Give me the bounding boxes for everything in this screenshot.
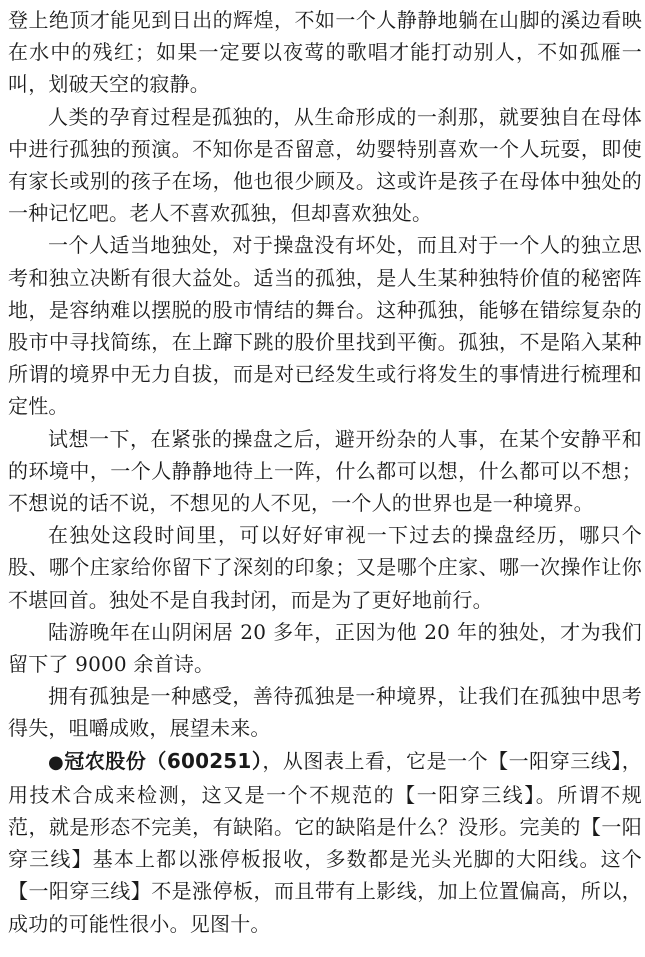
paragraph-embrace-solitude: 拥有孤独是一种感受，善待孤独是一种境界，让我们在孤独中思考得失，咀嚼成败，展望未来。 (8, 684, 642, 741)
stock-label: 冠农股份（600251） (64, 748, 263, 773)
paragraph-sunrise: 登上绝顶才能见到日出的辉煌，不如一个人静静地躺在山脚的溪边看映在水中的残红；如果一定要以夜莺的歌唱才能打动别人，不如孤雁一叫，划破天空的寂静。 (8, 8, 642, 97)
paragraph-imagine: 试想一下，在紧张的操盘之后，避开纷杂的人事，在某个安静平和的环境中，一个人静静地待上一阵，什么都可以想，什么都可以不想；不想说的话不说，不想见的人不见，一个人的世界也是一种境界。 (8, 426, 642, 516)
paragraph-lu-you: 陆游晚年在山阴闲居 20 多年，正因为他 20 年的独处，才为我们留下了 9000 余首诗。 (8, 619, 642, 677)
document-page (8, 4, 642, 940)
bullet-icon: ● (48, 751, 65, 773)
paragraph-review: 在独处这段时间里，可以好好审视一下过去的操盘经历，哪只个股、哪个庄家给你留下了深刻的印象；又是哪个庄家、哪一次操作让你不堪回首。独处不是自我封闭，而是为了更好地前行。 (8, 523, 642, 612)
stock-analysis-text: ，从图表上看，它是一个【一阳穿三线】，用技术合成来检测，这又是一个不规范的【一阳穿三线】。所谓不规范，就是形态不完美，有缺陷。它的缺陷是什么？没形。完美的【一阳穿三线】基本上都以涨停板报收，多数都是光头光脚的大阳线。这个【一阳穿三线】不是涨停板，而且带有上影线，加上位置偏高，所以，成功的可能性很小。见图十。 (8, 748, 642, 936)
paragraph-human-gestation: 人类的孕育过程是孤独的，从生命形成的一刹那，就要独自在母体中进行孤独的预演。不知你是否留意，幼婴特别喜欢一个人玩耍，即使有家长或别的孩子在场，他也很少顾及。这或许是孩子在母体中独处的一种记忆吧。老人不喜欢孤独，但却喜欢独处。 (8, 104, 642, 226)
paragraph-stock-analysis (8, 745, 642, 940)
paragraph-solitude-trading: 一个人适当地独处，对于操盘没有坏处，而且对于一个人的独立思考和独立决断有很大益处。适当的孤独，是人生某种独特价值的秘密阵地，是容纳难以摆脱的股市情结的舞台。这种孤独，能够在错综复杂的股市中寻找简练，在上蹿下跳的股价里找到平衡。孤独，不是陷入某种所谓的境界中无力自拔，而是对已经发生或行将发生的事情进行梳理和定性。 (8, 233, 642, 419)
